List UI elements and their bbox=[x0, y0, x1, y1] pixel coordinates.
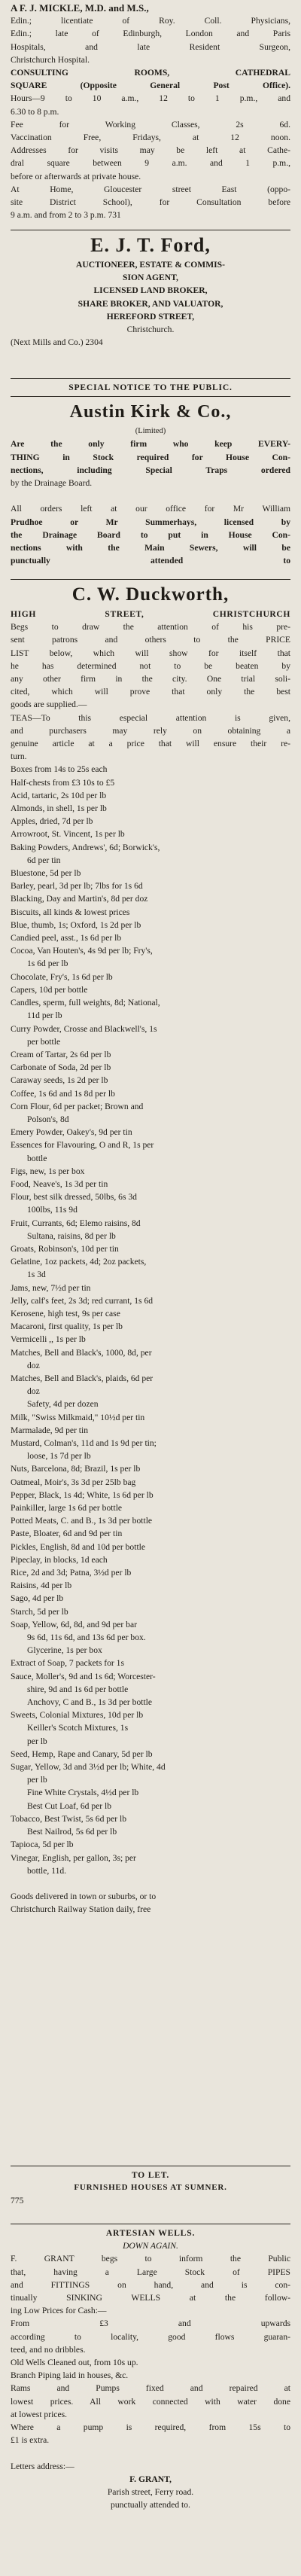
price-list-item: shire, 9d and 1s 6d per bottle bbox=[27, 1684, 129, 1694]
price-list-item: Almonds, in shell, 1s per lb bbox=[11, 803, 107, 814]
price-list-item: Cocoa, Van Houten's, 4s 9d per lb; Fry's, bbox=[11, 946, 153, 956]
ford-line: SION AGENT, bbox=[123, 273, 178, 283]
price-list-item: Bluestone, 5d per lb bbox=[11, 868, 81, 879]
price-list-item: Vermicelli ,, 1s per lb bbox=[11, 1334, 86, 1345]
price-list-item: Flour, best silk dressed, 50lbs, 6s 3d bbox=[11, 1192, 137, 1203]
kirk-line: nections with the Main Sewers, will be bbox=[11, 543, 290, 553]
price-list-item: Seed, Hemp, Rape and Canary, 5d per lb bbox=[11, 1748, 153, 1759]
price-list-item: loose, 1s 7d per lb bbox=[27, 1451, 91, 1462]
grant-line bbox=[11, 2446, 290, 2459]
grant-line: tinually SINKING WELLS at the follow- bbox=[11, 2293, 290, 2303]
price-list-item: doz bbox=[27, 1386, 40, 1397]
price-list-item: Painkiller, large 1s 6d per bottle bbox=[11, 1503, 123, 1514]
duckworth-intro-line: sent patrons and others to the PRICE bbox=[11, 635, 290, 645]
price-list-item: doz bbox=[27, 1360, 40, 1370]
grant-line: punctually attended to. bbox=[111, 2500, 190, 2510]
price-list-item: Nuts, Barcelona, 8d; Brazil, 1s per lb bbox=[11, 1464, 141, 1474]
duckworth-intro-line: Begs to draw the attention of his pre- bbox=[11, 622, 290, 633]
duckworth-intro-line: LIST below, which will show for itself that bbox=[11, 648, 290, 658]
price-list-item: 1s 3d bbox=[27, 1270, 46, 1280]
price-list-item: Oatmeal, Moir's, 3s 3d per 25lb bag bbox=[11, 1477, 136, 1487]
price-list-item: Capers, 10d per bottle bbox=[11, 984, 88, 995]
duckworth-intro-line: turn. bbox=[11, 751, 27, 762]
price-list-item: Acid, tartaric, 2s 10d per lb bbox=[11, 790, 107, 800]
price-list-item: Chocolate, Fry's, 1s 6d per lb bbox=[11, 971, 113, 982]
grant-line: according to locality, good flows guaran- bbox=[11, 2331, 290, 2342]
kirk-line: All orders left at our office for Mr William bbox=[11, 504, 290, 514]
price-list-item: bottle bbox=[27, 1153, 47, 1163]
grant-line: Rams and Pumps fixed and repaired at bbox=[11, 2383, 290, 2394]
price-list-item: Sauce, Moller's, 9d and 1s 6d; Worcester- bbox=[11, 1671, 156, 1681]
price-list-item: Tapioca, 5d per lb bbox=[11, 1840, 74, 1850]
kirk-line: punctually attended to bbox=[11, 556, 290, 566]
price-list-item: Matches, Bell and Black's, 1000, 8d, per bbox=[11, 1347, 152, 1358]
sumner-ref: 775 bbox=[11, 2196, 24, 2206]
mickle-line: SQUARE (Opposite General Post Office). bbox=[11, 81, 290, 91]
ad-grant bbox=[11, 2227, 290, 2543]
price-list-item: Vinegar, English, per gallon, 3s; per bbox=[11, 1852, 136, 1863]
ad-ford bbox=[11, 233, 290, 376]
grant-line: F. GRANT begs to inform the Public bbox=[11, 2254, 290, 2264]
grant-line: Branch Piping laid in houses, &c. bbox=[11, 2370, 129, 2381]
ad-sumner bbox=[11, 2169, 290, 2221]
price-list-item: Pickles, English, 8d and 10d per bottle bbox=[11, 1541, 146, 1552]
grant-heading: ARTESIAN WELLS. bbox=[105, 2228, 196, 2238]
price-list-item: Extract of Soap, 7 packets for 1s bbox=[11, 1658, 124, 1669]
price-list-item: Jams, new, 7½d per tin bbox=[11, 1282, 91, 1293]
duckworth-intro-line: goods are supplied.— bbox=[11, 700, 87, 710]
ford-name: E. J. T. Ford, bbox=[90, 234, 211, 256]
duckworth-name: C. W. Duckworth, bbox=[71, 584, 230, 605]
ad-kirk bbox=[11, 381, 290, 577]
price-list-item: Arrowroot, St. Vincent, 1s per lb bbox=[11, 829, 125, 840]
price-list-item: Matches, Bell and Black's, plaids, 6d per bbox=[11, 1373, 154, 1383]
price-list-item: Pepper, Black, 1s 4d; White, 1s 6d per lb bbox=[11, 1489, 154, 1500]
kirk-name: Austin Kirk & Co., bbox=[69, 402, 232, 422]
price-list-item: Pipeclay, in blocks, 1d each bbox=[11, 1554, 108, 1565]
price-list-item: 11d per lb bbox=[27, 1011, 62, 1021]
grant-subheading: DOWN AGAIN. bbox=[123, 2241, 178, 2251]
price-list-item: Sweets, Colonial Mixtures, 10d per lb bbox=[11, 1710, 144, 1721]
kirk-line: by the Drainage Board. bbox=[11, 478, 93, 489]
price-list-item: per lb bbox=[27, 1775, 47, 1785]
grant-line: Where a pump is required, from 15s to bbox=[11, 2422, 290, 2433]
price-list-item: Macaroni, first quality, 1s per lb bbox=[11, 1322, 123, 1332]
grant-line: lowest prices. All work connected with water done bbox=[11, 2396, 290, 2407]
price-list-item: Groats, Robinson's, 10d per tin bbox=[11, 1243, 119, 1254]
kirk-heading: SPECIAL NOTICE TO THE PUBLIC. bbox=[68, 383, 233, 392]
ford-line: AUCTIONEER, ESTATE & COMMIS- bbox=[76, 260, 225, 270]
price-list-item: Cream of Tartar, 2s 6d per lb bbox=[11, 1049, 111, 1059]
grant-line: ing Low Prices for Cash:— bbox=[11, 2306, 107, 2316]
grant-line: Old Wells Cleaned out, from 10s up. bbox=[11, 2358, 138, 2368]
price-list-item: Blue, thumb, 1s; Oxford, 1s 2d per lb bbox=[11, 919, 141, 930]
ad-duckworth bbox=[11, 582, 290, 2163]
price-list-item: Gelatine, 1oz packets, 4d; 2oz packets, bbox=[11, 1257, 147, 1267]
price-list-item: Polson's, 8d bbox=[27, 1114, 69, 1124]
price-list-item: Candied peel, asst., 1s 6d per lb bbox=[11, 933, 122, 944]
ad-mickle bbox=[11, 2, 290, 227]
price-list-item: 9s 6d, 11s 6d, and 13s 6d per box. bbox=[27, 1632, 146, 1643]
price-list-item: Food, Neave's, 1s 3d per tin bbox=[11, 1178, 108, 1189]
duckworth-intro-line: cited, which will prove that only the best bbox=[11, 687, 290, 697]
kirk-line: Are the only firm who keep EVERY- bbox=[11, 439, 290, 450]
price-list-item: per lb bbox=[27, 1736, 47, 1746]
mickle-line: 6.30 to 8 p.m. bbox=[11, 106, 59, 117]
price-list-item: Marmalade, 9d per tin bbox=[11, 1425, 89, 1435]
duckworth-intro-line: and purchasers may rely on obtaining a bbox=[11, 725, 290, 736]
price-list-item: Anchovy, C and B., 1s 3d per bottle bbox=[27, 1697, 153, 1708]
price-list-item: Best Cut Loaf, 6d per lb bbox=[27, 1800, 112, 1811]
grant-line: From £3 and upwards bbox=[11, 2318, 290, 2329]
price-list-item: Starch, 5d per lb bbox=[11, 1606, 68, 1617]
price-list-item: Best Nailrod, 5s 6d per lb bbox=[27, 1827, 117, 1837]
price-list-item: per bottle bbox=[27, 1036, 61, 1047]
mickle-line: Christchurch Hospital. bbox=[11, 54, 90, 65]
price-list-item: 1s 6d per lb bbox=[27, 959, 68, 969]
price-list-item: Apples, dried, 7d per lb bbox=[11, 816, 93, 827]
mickle-line: before or afterwards at private house. bbox=[11, 171, 141, 181]
sumner-line: FURNISHED HOUSES AT SUMNER. bbox=[74, 2183, 227, 2193]
mickle-line: Edin.; late of Edinburgh, London and Paris bbox=[11, 29, 290, 39]
divider bbox=[11, 378, 290, 379]
price-list-item: 100lbs, 11s 9d bbox=[27, 1205, 78, 1215]
mickle-line: CONSULTING ROOMS, CATHEDRAL bbox=[11, 68, 290, 78]
price-list-item: Sago, 4d per lb bbox=[11, 1593, 64, 1604]
divider bbox=[11, 579, 290, 580]
price-list-item: Carbonate of Soda, 2d per lb bbox=[11, 1062, 111, 1073]
price-list-item: Fine White Crystals, 4½d per lb bbox=[27, 1788, 139, 1798]
price-list-item: Keiller's Scotch Mixtures, 1s bbox=[27, 1723, 129, 1733]
grant-line: that, having a Large Stock of PIPES bbox=[11, 2267, 290, 2277]
mickle-line: Addresses for visits may be left at Cathe- bbox=[11, 145, 290, 156]
price-list-item: Emery Powder, Oakey's, 9d per tin bbox=[11, 1127, 132, 1138]
mickle-line: site District School), for Consultation before bbox=[11, 197, 290, 208]
grant-line: £1 is extra. bbox=[11, 2435, 50, 2446]
divider bbox=[11, 396, 290, 397]
price-list-item: 6d per tin bbox=[27, 855, 61, 865]
price-list-item: Tobacco, Best Twist, 5s 6d per lb bbox=[11, 1813, 127, 1824]
duckworth-intro-line: he has determined not to be beaten by bbox=[11, 660, 290, 671]
duckworth-intro-line: genuine article at a price that will ensure their re- bbox=[11, 739, 290, 749]
kirk-line bbox=[11, 489, 290, 502]
ford-line: LICENSED LAND BROKER, bbox=[93, 285, 208, 296]
price-list-item: Barley, pearl, 3d per lb; 7lbs for 1s 6d bbox=[11, 881, 143, 892]
ford-line: SHARE BROKER, AND VALUATOR, bbox=[78, 298, 223, 309]
price-list-item: Kerosene, high test, 9s per case bbox=[11, 1308, 120, 1318]
price-list-item: Jelly, calf's feet, 2s 3d; red currant, 1s 6d bbox=[11, 1295, 154, 1306]
price-list-item: Paste, Bloater, 6d and 9d per tin bbox=[11, 1529, 123, 1539]
mickle-line: Hospitals, and late Resident Surgeon, bbox=[11, 41, 290, 52]
price-list-item: Rice, 2d and 3d; Patna, 3½d per lb bbox=[11, 1568, 132, 1578]
price-list-item: Blacking, Day and Martin's, 8d per doz bbox=[11, 894, 148, 904]
mickle-line: Edin.; licentiate of Roy. Coll. Physicians, bbox=[11, 16, 290, 26]
ford-line: Christchurch. bbox=[126, 325, 175, 335]
sumner-heading: TO LET. bbox=[131, 2170, 170, 2180]
price-list-item: Caraway seeds, 1s 2d per lb bbox=[11, 1075, 108, 1086]
price-list-item: Figs, new, 1s per box bbox=[11, 1166, 85, 1176]
mickle-line: At Home, Gloucester street East (oppo- bbox=[11, 184, 290, 194]
price-list-item: Half-chests from £3 10s to £5 bbox=[11, 777, 115, 788]
mickle-line: A F. J. MICKLE, M.D. and M.S., bbox=[11, 2, 149, 14]
duckworth-intro-line: TEAS—To this especial attention is given, bbox=[11, 712, 290, 723]
price-list-item: Sultana, raisins, 8d per lb bbox=[27, 1230, 116, 1241]
price-list-item bbox=[11, 1877, 290, 1890]
mickle-line: Fee for Working Classes, 2s 6d. bbox=[11, 119, 290, 130]
price-list-item: Milk, "Swiss Milkmaid," 10½d per tin bbox=[11, 1412, 145, 1422]
mickle-line: 9 a.m. and from 2 to 3 p.m. 731 bbox=[11, 210, 121, 221]
ford-line: HEREFORD STREET, bbox=[106, 311, 195, 322]
kirk-limited: (Limited) bbox=[135, 427, 166, 436]
grant-line: Parish street, Ferry road. bbox=[107, 2487, 194, 2498]
price-list-item: Glycerine, 1s per box bbox=[27, 1645, 102, 1656]
grant-line: teed, and no dribbles. bbox=[11, 2344, 86, 2355]
mickle-line: dral square between 9 a.m. and 1 p.m., bbox=[11, 158, 290, 169]
price-list-item: Raisins, 4d per lb bbox=[11, 1581, 72, 1591]
duckworth-address: HIGH STREET, CHRISTCHURCH bbox=[11, 609, 290, 619]
grant-line: Letters address:— bbox=[11, 2461, 74, 2471]
price-list-item: Christchurch Railway Station daily, free bbox=[11, 1904, 151, 1915]
price-list-item: Fruit, Currants, 6d; Elemo raisins, 8d bbox=[11, 1218, 141, 1228]
price-list-item: Biscuits, all kinds & lowest prices bbox=[11, 907, 130, 917]
grant-line: at lowest prices. bbox=[11, 2409, 68, 2419]
price-list-item: bottle, 11d. bbox=[27, 1865, 67, 1876]
price-list-item: Mustard, Colman's, 11d and 1s 9d per tin; bbox=[11, 1438, 157, 1448]
mickle-line: Vaccination Free, Fridays, at 12 noon. bbox=[11, 133, 290, 143]
price-list-item: Essences for Flavouring, O and R, 1s per bbox=[11, 1140, 154, 1151]
price-list-item: Soap, Yellow, 6d, 8d, and 9d per bar bbox=[11, 1619, 137, 1629]
kirk-line: the Drainage Board to put in House Con- bbox=[11, 529, 290, 540]
grant-line: F. GRANT, bbox=[129, 2474, 172, 2484]
price-list-item: Curry Powder, Crosse and Blackwell's, 1s bbox=[11, 1023, 157, 1034]
kirk-line: THING in Stock required for House Con- bbox=[11, 452, 290, 462]
duckworth-intro-line: any other firm in the city. One trial soli- bbox=[11, 674, 290, 684]
ford-line: (Next Mills and Co.) 2304 bbox=[11, 337, 103, 348]
price-list-item: Sugar, Yellow, 3d and 3½d per lb; White, 4d bbox=[11, 1762, 166, 1773]
kirk-line: nections, including Special Traps ordered bbox=[11, 465, 290, 475]
price-list-item: Goods delivered in town or suburbs, or to bbox=[11, 1892, 157, 1902]
price-list-item: Candles, sperm, full weights, 8d; National, bbox=[11, 998, 160, 1008]
price-list-item: Potted Meats, C. and B., 1s 3d per bottle bbox=[11, 1516, 153, 1526]
price-list-item: Coffee, 1s 6d and 1s 8d per lb bbox=[11, 1088, 115, 1099]
price-list-item: Safety, 4d per dozen bbox=[27, 1399, 99, 1410]
kirk-line: Prudhoe or Mr Summerhays, licensed by bbox=[11, 517, 290, 527]
price-list-item: Baking Powders, Andrews', 6d; Borwick's, bbox=[11, 842, 160, 852]
mickle-line: Hours—9 to 10 a.m., 12 to 1 p.m., and bbox=[11, 93, 290, 104]
grant-line: and FITTINGS on hand, and is con- bbox=[11, 2279, 290, 2290]
price-list-item: Corn Flour, 6d per packet; Brown and bbox=[11, 1101, 144, 1111]
price-list-item: Boxes from 14s to 25s each bbox=[11, 764, 108, 775]
